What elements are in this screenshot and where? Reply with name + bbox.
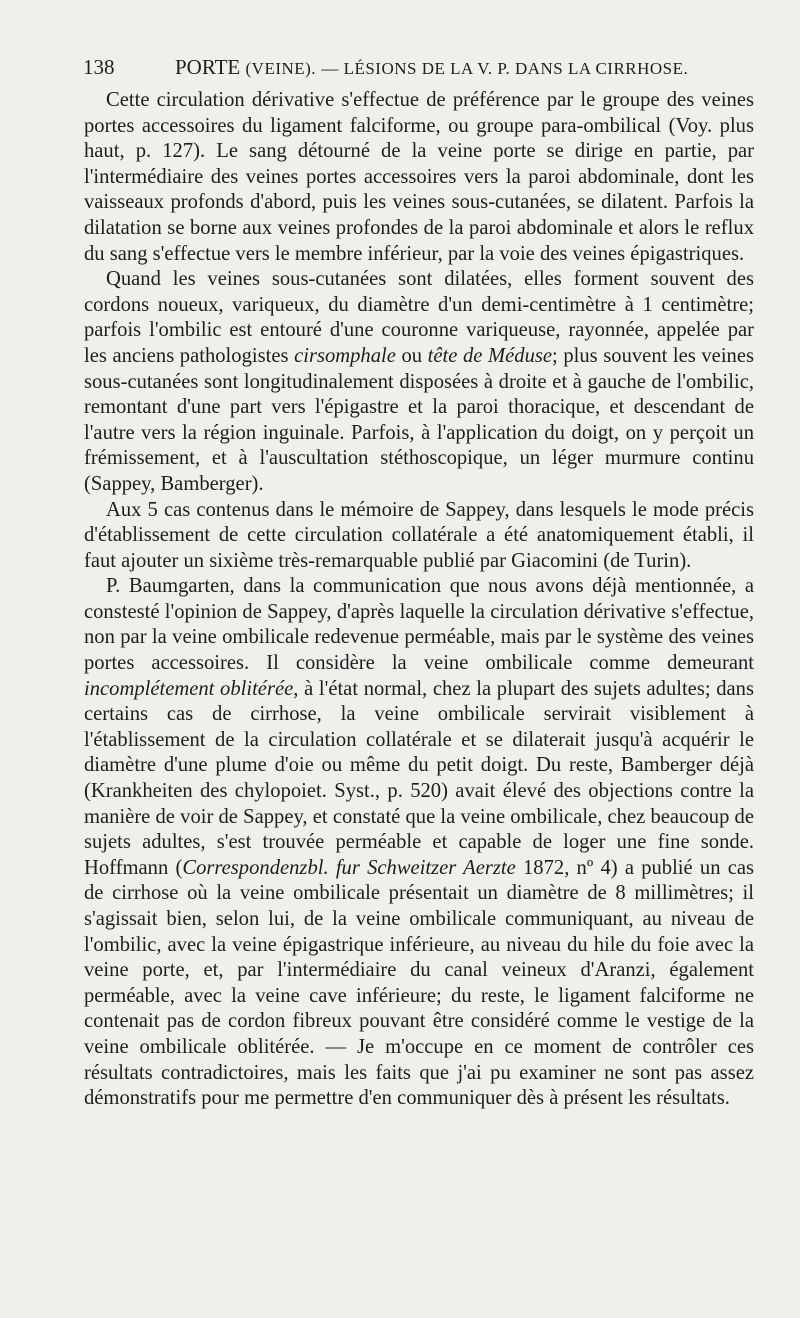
running-title-paren: (VEINE). xyxy=(245,59,317,78)
paragraph-2-text-c: ; plus souvent les veines sous-cutanées sont longitudinalement disposées à droite et à gauche de l'ombilic, remontant d'une part vers l'épigastre et la paroi thoracique, et descendant de l'autre vers la région inguinale. Parfois, à l'application du doigt, on y perçoit un frémissement, et à l'auscultation stéthoscopique, un léger murmure continu (Sappey, Bamberger). xyxy=(84,344,754,495)
running-title xyxy=(175,55,688,80)
running-header xyxy=(83,55,773,85)
paragraph-2-text-b: ou xyxy=(395,344,428,367)
paragraph-2-italic-cirsomphale: cirsomphale xyxy=(294,344,396,367)
paragraph-1: Cette circulation dérivative s'effectue de préférence par le groupe des veines portes accessoires du ligament falciforme, ou groupe para-ombilical (Voy. plus haut, p. 127). Le sang détourné de la veine porte se dirige en partie, par l'intermédiaire des veines portes accessoires vers la paroi abdominale, dont les vaisseaux profonds d'abord, puis les veines sous-cutanées, se dilatent. Parfois la dilatation se borne aux veines profondes de la paroi abdominale et alors le reflux du sang s'effectue vers le membre inférieur, par la voie des veines épigastriques. xyxy=(84,89,754,265)
paragraph-4-italic-journal: Correspondenzbl. fur Schweitzer Aerzte xyxy=(182,856,516,879)
paragraph-2-text-a: Quand les veines sous-cutanées sont dilatées, elles forment souvent des cordons noueux, variqueux, du diamètre d'un demi-centimètre à 1 centimètre; parfois l'ombilic est entouré d'une couronne variqueuse, rayonnée, appelée par les anciens pathologistes xyxy=(84,268,754,367)
paragraph-4-text-b: , à l'état normal, chez la plupart des sujets adultes; dans certains cas de cirrhose, la veine ombilicale servirait visiblement à l'établissement de la circulation collatérale et se dilaterait jusqu'à acquérir le diamètre d'une plume d'oie ou même du petit doigt. Du reste, Bamberger déjà (Krankheiten des chylopoiet. Syst., p. 520) avait élevé des objections contre la manière de voir de Sappey, et constaté que la veine ombilicale, chez beaucoup de sujets adultes, s'est trouvée perméable et capable de loger une fine sonde. Hoffmann ( xyxy=(84,677,754,879)
paragraph-4-text-a: P. Baumgarten, dans la communication que nous avons déjà mentionnée, a constesté l'opinion de Sappey, d'après laquelle la circulation dérivative s'effectue, non par la veine ombilicale redevenue perméable, mais par le système des veines portes accessoires. Il considère la veine ombilicale comme demeurant xyxy=(84,575,754,675)
paragraph-4-text-c: 1872, nº 4) a publié un cas de cirrhose où la veine ombilicale présentait un diamètre de 8 millimètres; il s'agissait bien, selon lui, de la veine ombilicale communiquant, au niveau de l'ombilic, avec la veine épigastrique inférieure, au niveau du hile du foie avec la veine porte, et, par l'intermédiaire du canal veineux d'Aranzi, également perméable, avec la veine cave inférieure; du reste, le ligament falciforme ne contenait pas de cordon fibreux pouvant être considéré comme le vestige de la veine ombilicale oblitérée. — Je m'occupe en ce moment de contrôler ces résultats contradictoires, mais les faits que j'ai pu examiner ne sont pas assez démonstratifs pour me permettre d'en communiquer dès à présent les résultats. xyxy=(84,856,755,1110)
running-title-main: PORTE xyxy=(175,55,241,79)
paragraph-4-italic-incompletement: incomplétement oblitérée xyxy=(84,677,294,700)
paragraph-2-italic-tete-de-meduse: tête de Méduse xyxy=(427,344,553,367)
paragraph-4 xyxy=(84,574,754,1111)
paragraph-2 xyxy=(84,267,754,497)
paragraph-3: Aux 5 cas contenus dans le mémoire de Sappey, dans lesquels le mode précis d'établissement de cette circulation collatérale a été anatomiquement établi, il faut ajouter un sixième très-remarquable publié par Giacomini (de Turin). xyxy=(84,498,754,572)
page-number: 138 xyxy=(83,55,115,79)
body-text xyxy=(84,88,754,1112)
running-title-rest: — LÉSIONS DE LA V. P. DANS LA CIRRHOSE. xyxy=(321,59,689,78)
